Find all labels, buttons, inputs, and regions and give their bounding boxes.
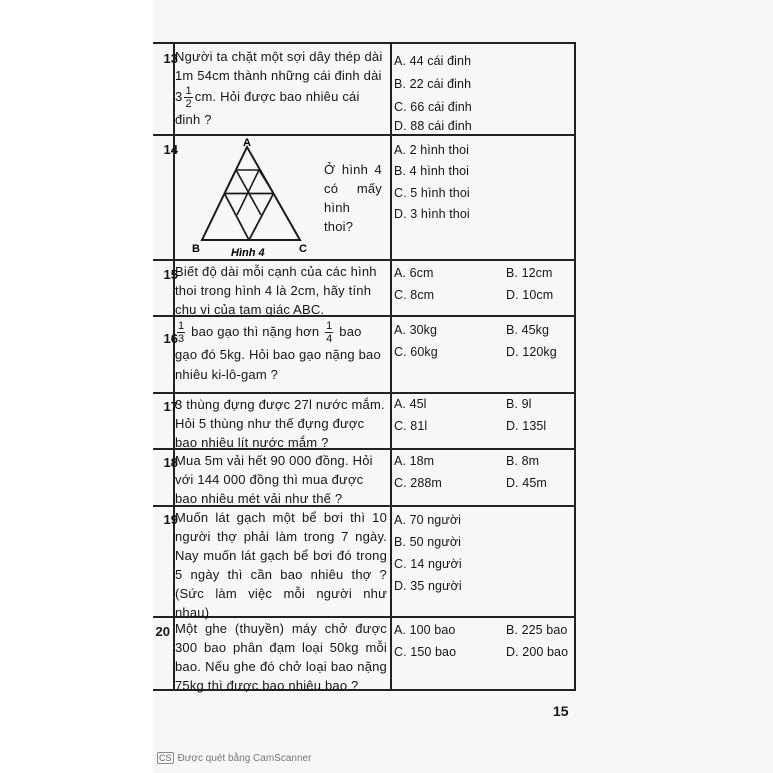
- vertex-label: C: [299, 243, 307, 255]
- question-number: 19: [163, 512, 178, 527]
- question-number: 16: [163, 331, 178, 346]
- option: B. 4 hình thoi: [394, 164, 470, 178]
- option: C. 66 cái đinh: [394, 100, 472, 114]
- question-text-part: cm. Hỏi được bao nhiêu cái đinh ?: [175, 88, 360, 127]
- option: D. 88 cái đinh: [394, 119, 472, 133]
- option: B. 50 người: [394, 535, 462, 549]
- fraction-numerator: 1: [326, 320, 333, 332]
- question-text: Biết độ dài mỗi cạnh của các hình thoi trong hình 4 là 2cm, hãy tính chu vi của tam giác ABC.: [175, 264, 377, 317]
- figure-caption: Hình 4: [231, 247, 265, 257]
- question-number: 17: [163, 399, 178, 414]
- question-text: [175, 47, 387, 129]
- question-table: [153, 42, 576, 691]
- question-text: Ở hình 4 có mấy hình thoi?: [324, 162, 382, 234]
- option: D. 3 hình thoi: [394, 207, 470, 221]
- option: D. 45m: [506, 476, 547, 490]
- option: C. 150 bao: [394, 645, 457, 659]
- option: A. 70 người: [394, 513, 462, 527]
- option: A. 18m: [394, 454, 435, 468]
- scanner-watermark: [157, 752, 311, 764]
- fraction-denominator: 4: [326, 333, 333, 345]
- option: A. 6cm: [394, 266, 434, 280]
- option: B. 9l: [506, 397, 532, 411]
- question-text: Một ghe (thuyền) máy chở được 300 bao phân đạm loại 50kg mỗi bao. Nếu ghe đó chở loại bao nặng 75kg thì được bao nhiêu bao ?: [175, 621, 387, 693]
- option: C. 14 người: [394, 557, 462, 571]
- option: D. 200 bao: [506, 645, 569, 659]
- question-text-part: bao gạo đó 5kg. Hỏi bao gạo nặng bao nhiêu ki-lô-gam ?: [175, 323, 381, 382]
- table-rule: [574, 42, 576, 691]
- option: B. 22 cái đinh: [394, 77, 472, 91]
- watermark-text: Được quét bằng CamScanner: [177, 753, 312, 764]
- question-number: 18: [163, 455, 178, 470]
- table-rule: [390, 42, 392, 691]
- page-margin: [0, 0, 153, 773]
- option: D. 10cm: [506, 288, 554, 302]
- vertex-label: B: [192, 243, 200, 255]
- fraction-denominator: 3: [178, 333, 185, 345]
- option: C. 8cm: [394, 288, 435, 302]
- fraction: [325, 320, 333, 345]
- camscanner-icon: CS: [159, 753, 172, 763]
- table-rule: [153, 259, 576, 261]
- option: B. 45kg: [506, 323, 550, 337]
- fraction: [177, 320, 185, 345]
- option: D. 120kg: [506, 345, 557, 359]
- fraction: [184, 85, 192, 110]
- vertex-label: A: [243, 137, 251, 149]
- option: C. 5 hình thoi: [394, 186, 470, 200]
- question-text-part: bao gạo thì nặng hơn: [191, 323, 320, 339]
- question-text: 3 thùng đựng được 27l nước mắm. Hỏi 5 thùng như thế đựng được bao nhiêu lít nước mắm ?: [175, 397, 385, 450]
- option: A. 100 bao: [394, 623, 456, 637]
- option: B. 225 bao: [506, 623, 568, 637]
- question-number: 20: [155, 624, 170, 639]
- option: C. 60kg: [394, 345, 438, 359]
- fraction-numerator: 1: [185, 85, 192, 97]
- option: A. 2 hình thoi: [394, 143, 470, 157]
- question-text-part: Người ta chặt một sợi dây thép dài 1m 54cm thành những cái đinh dài 3: [175, 49, 383, 104]
- question-number: 13: [163, 51, 178, 66]
- option: C. 81l: [394, 419, 428, 433]
- question-number: 15: [163, 267, 178, 282]
- option: B. 12cm: [506, 266, 553, 280]
- question-number: 14: [163, 142, 178, 157]
- table-rule: [153, 42, 576, 44]
- option: B. 8m: [506, 454, 540, 468]
- question-text: Mua 5m vải hết 90 000 đồng. Hỏi với 144 000 đồng thì mua được bao nhiêu mét vải như thế ?: [175, 453, 373, 506]
- question-text: [175, 320, 387, 385]
- option: D. 35 người: [394, 579, 462, 593]
- option: A. 44 cái đinh: [394, 54, 472, 68]
- option: C. 288m: [394, 476, 442, 490]
- fraction-numerator: 1: [178, 320, 185, 332]
- option: A. 45l: [394, 397, 427, 411]
- triangle-figure: [181, 135, 331, 257]
- page-number: 15: [553, 703, 569, 719]
- option: D. 135l: [506, 419, 547, 433]
- option: A. 30kg: [394, 323, 438, 337]
- question-text: Muốn lát gạch một bể bơi thì 10 người thợ phải làm trong 7 ngày. Nay muốn lát gạch bể bơi đó trong 5 ngày thì cần bao nhiêu thợ ? (Sức làm việc mỗi người như nhau): [175, 510, 387, 620]
- fraction-denominator: 2: [185, 98, 192, 110]
